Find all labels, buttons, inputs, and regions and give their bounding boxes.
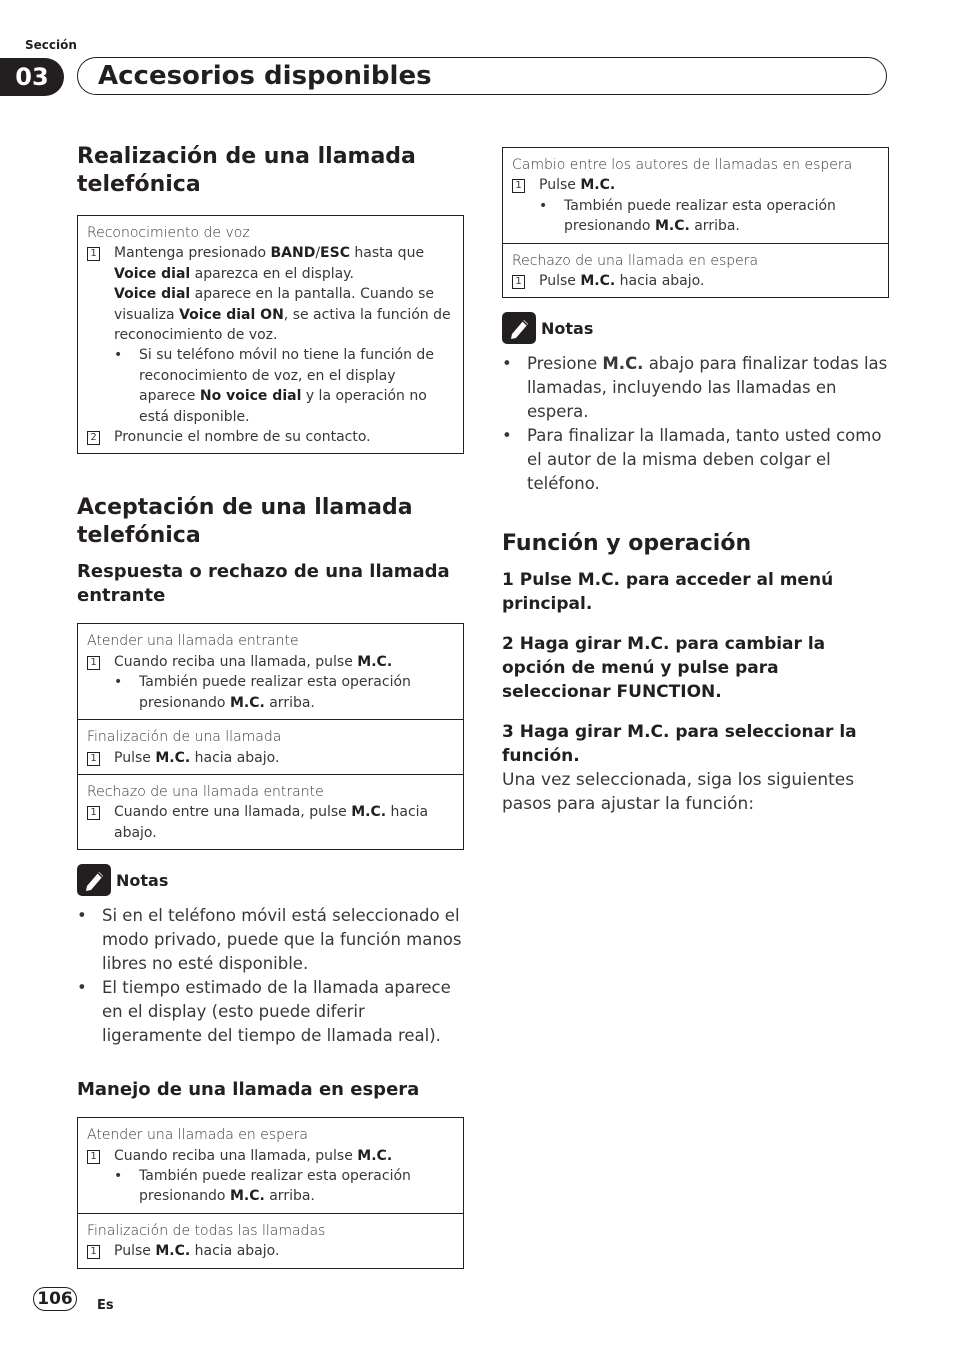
step-text: Pronuncie el nombre de su contacto. (114, 429, 371, 446)
note-item: • Para finalizar la llamada, tanto usted como el autor de la misma deben colgar el teléfono. (502, 426, 882, 494)
step-number: 1 (87, 1245, 100, 1259)
step-text: Cuando reciba una llamada, pulse M.C. • También puede realizar esta operación presionando M.C. arriba. (114, 652, 454, 713)
step-number: 1 (87, 247, 100, 261)
step-number: 1 (87, 656, 100, 670)
step-row (512, 271, 879, 291)
notes-header (502, 311, 889, 345)
section-label: Sección (25, 38, 77, 52)
section-number: 03 (0, 58, 64, 96)
step-row (87, 802, 454, 843)
step-number: 1 (87, 806, 100, 820)
notes-label: Notas (541, 318, 594, 338)
waiting-switch-box (502, 147, 889, 298)
language-code: Es (97, 1298, 114, 1313)
step-number: 1 (87, 752, 100, 766)
box-caption: Rechazo de una llamada en espera (512, 252, 759, 269)
note-item: • Presione M.C. abajo para finalizar todas las llamadas, incluyendo las llamadas en espera. (502, 354, 888, 422)
box-section (503, 148, 888, 243)
box-section (78, 719, 463, 774)
procedure-step-1: 1 Pulse M.C. para acceder al menú principal. (502, 570, 834, 615)
note-item: • El tiempo estimado de la llamada aparece en el display (esto puede diferir ligeramente del tiempo de llamada real). (77, 978, 451, 1046)
voice-recognition-box (77, 215, 464, 454)
subheading-call-waiting: Manejo de una llamada en espera (77, 1079, 420, 1101)
step-text: Cuando entre una llamada, pulse M.C. hacia abajo. (114, 804, 429, 841)
box-section (78, 1118, 463, 1213)
bullet-item: • También puede realizar esta operación presionando M.C. arriba. (114, 674, 411, 711)
notes-header (77, 863, 464, 897)
step-row (87, 1241, 454, 1261)
step-text: Cuando reciba una llamada, pulse M.C. • También puede realizar esta operación presionando M.C. arriba. (114, 1146, 454, 1207)
page-title: Accesorios disponibles (98, 61, 432, 91)
pencil-icon (77, 864, 111, 896)
box-caption: Finalización de una llamada (87, 729, 282, 746)
step-text: Pulse M.C. hacia abajo. (539, 273, 705, 290)
bullet-item: • Si su teléfono móvil no tiene la función de reconocimiento de voz, en el display aparece No voice dial y la operación no está disponible. (114, 347, 434, 425)
pencil-icon (502, 312, 536, 344)
box-section (78, 624, 463, 719)
subheading-incoming: Respuesta o rechazo de una llamada entrante (77, 561, 450, 607)
step-number: 1 (87, 1150, 100, 1164)
heading-accept-call: Aceptación de una llamada telefónica (77, 495, 413, 549)
step-text: Pulse M.C. • También puede realizar esta operación presionando M.C. arriba. (539, 175, 879, 236)
right-column (502, 147, 889, 816)
notes-list (502, 352, 889, 496)
box-caption: Finalización de todas las llamadas (87, 1222, 326, 1239)
box-caption: Atender una llamada en espera (87, 1127, 308, 1144)
step-number: 1 (512, 179, 525, 193)
body-paragraph: Una vez seleccionada, siga los siguientes pasos para ajustar la función: (502, 770, 855, 815)
step-row (87, 243, 454, 427)
notes-label: Notas (116, 870, 169, 890)
step-text: Mantenga presionado BAND/ESC hasta que Voice dial aparezca en el display. Voice dial aparece en la pantalla. Cuando se visualiza Voice dial ON, se activa la función de reconocimiento de voz. • Si su teléfono móvil no tiene la función de reconocimiento de voz, en el display aparece No voice dial y la operación no está disponible. (114, 243, 454, 427)
call-waiting-box (77, 1117, 464, 1268)
heading-function: Función y operación (502, 531, 752, 557)
incoming-call-box (77, 623, 464, 850)
box-section (78, 774, 463, 849)
left-column (77, 143, 464, 1269)
box-section (503, 243, 888, 298)
box-caption: Rechazo de una llamada entrante (87, 783, 324, 800)
step-text: Pulse M.C. hacia abajo. (114, 749, 280, 766)
box-section (78, 1213, 463, 1268)
page-number: 106 (33, 1287, 77, 1311)
step-number: 1 (512, 275, 525, 289)
notes-list (77, 904, 464, 1048)
step-row (87, 427, 454, 447)
box-caption: Atender una llamada entrante (87, 633, 299, 650)
procedure-step-3: 3 Haga girar M.C. para seleccionar la función. (502, 722, 857, 767)
step-text: Pulse M.C. hacia abajo. (114, 1243, 280, 1260)
heading-voice-call: Realización de una llamada telefónica (77, 144, 416, 197)
step-row (87, 652, 454, 713)
note-item: • Si en el teléfono móvil está seleccionado el modo privado, puede que la función manos libres no esté disponible. (77, 906, 462, 974)
box-section (78, 216, 463, 453)
step-row (87, 1146, 454, 1207)
bullet-item: • También puede realizar esta operación presionando M.C. arriba. (114, 1167, 411, 1205)
step-row (87, 748, 454, 768)
box-caption: Cambio entre los autores de llamadas en espera (512, 157, 853, 173)
bullet-item: • También puede realizar esta operación presionando M.C. arriba. (539, 197, 836, 235)
step-row (512, 175, 879, 236)
procedure-step-2: 2 Haga girar M.C. para cambiar la opción de menú y pulse para seleccionar FUNCTION. (502, 634, 826, 703)
box-caption: Reconocimiento de voz (87, 225, 250, 241)
step-number: 2 (87, 431, 100, 445)
